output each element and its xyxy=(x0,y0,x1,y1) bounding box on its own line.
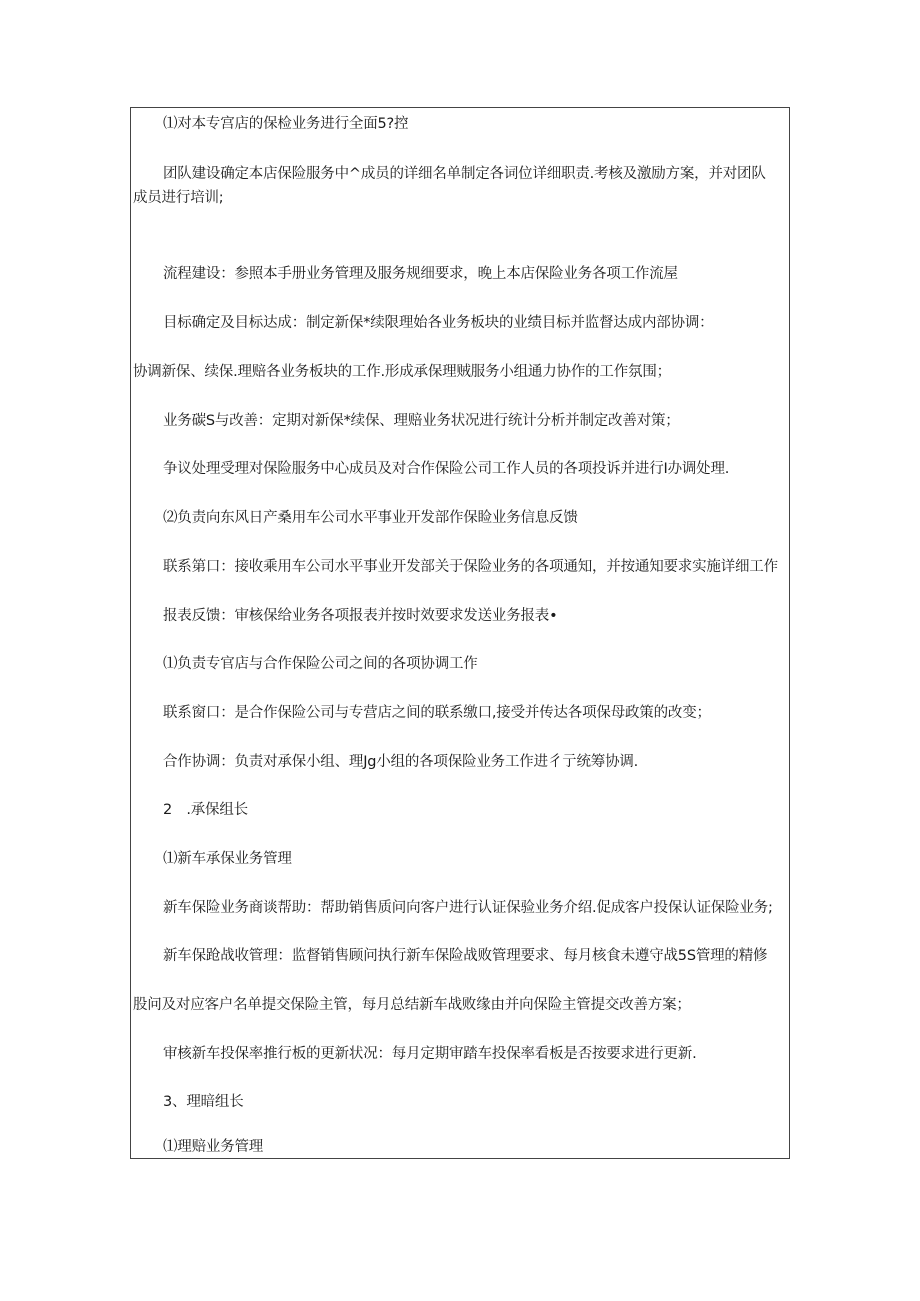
text-line: 目标确定及目标达成：制定新保*续限理始各业务板块的业绩目标并监督达成内部协调： xyxy=(163,315,714,331)
section-heading: 3、理暗组长 xyxy=(163,1094,244,1110)
text-line: ⑴理赔业务管理 xyxy=(163,1139,264,1155)
text-line: 业务碳S与改善：定期对新保*续保、理赔业务状况进行统计分析并制定改善对策； xyxy=(163,413,680,429)
text-line: 流程建设：参照本手册业务管理及服务规细要求，晚上本店保险业务各项工作流屋 xyxy=(163,266,678,282)
text-line: 新车保险业务商谈帮助：帮助销售质问向客户进行认证保验业务介绍.促成客户投保认证保险业务; xyxy=(163,900,773,916)
text-line: 报表反馈：审核保给业务各项报表并按时效要求发送业务报表• xyxy=(163,608,558,624)
text-line: ⑴负责专官店与合作保险公司之间的各项协调工作 xyxy=(163,656,478,672)
text-line: 审核新车投保率推行板的更新状况：每月定期审踏车投保率看板是否按要求进行更新. xyxy=(163,1046,697,1062)
text-line: 协调新保、续保.理赔各业务板块的工作.形成承保理贼服务小组通力协作的工作氛围； xyxy=(133,364,671,380)
text-line: ⑴新车承保业务管理 xyxy=(163,851,292,867)
text-line: 股问及对应客户名单提交保险主管，每月总结新车战败缘由并向保险主管提交改善方案； xyxy=(133,997,691,1013)
text-line: 合作协调：负责对承保小组、理Jg小组的各项保险业务工作进彳亍统筹协调. xyxy=(163,754,639,770)
text-line: 团队建设确定本店保险服务中^成员的详细名单制定各词位详细职责.考核及激励方案，并对团队 xyxy=(163,166,766,182)
text-line: 联系第口：接收乘用车公司水平事业开发部关于保险业务的各项通知，并按通知要求实施详细工作 xyxy=(163,559,778,575)
text-line: 成员进行培训; xyxy=(133,190,224,206)
text-line: ⑴对本专宫店的保检业务进行全面5?控 xyxy=(163,116,409,132)
text-line: 争议处理受理对保险服务中心成员及对合作保险公司工作人员的各项投诉并进行I办调处理. xyxy=(163,461,730,477)
text-line: ⑵负责向东风日产桑用车公司水平事业开发部作保睑业务信息反馈 xyxy=(163,510,578,526)
section-heading: 2 .承保组长 xyxy=(163,802,248,818)
text-line: 联系窗口：是合作保险公司与专营店之间的联系缴口,接受并传达各项保母政策的改变； xyxy=(163,705,711,721)
text-line: 新车保跄战收管理：监督销售顾问执行新车保险战败管理要求、每月核食未遵守战5S管理的精修 xyxy=(163,948,768,964)
